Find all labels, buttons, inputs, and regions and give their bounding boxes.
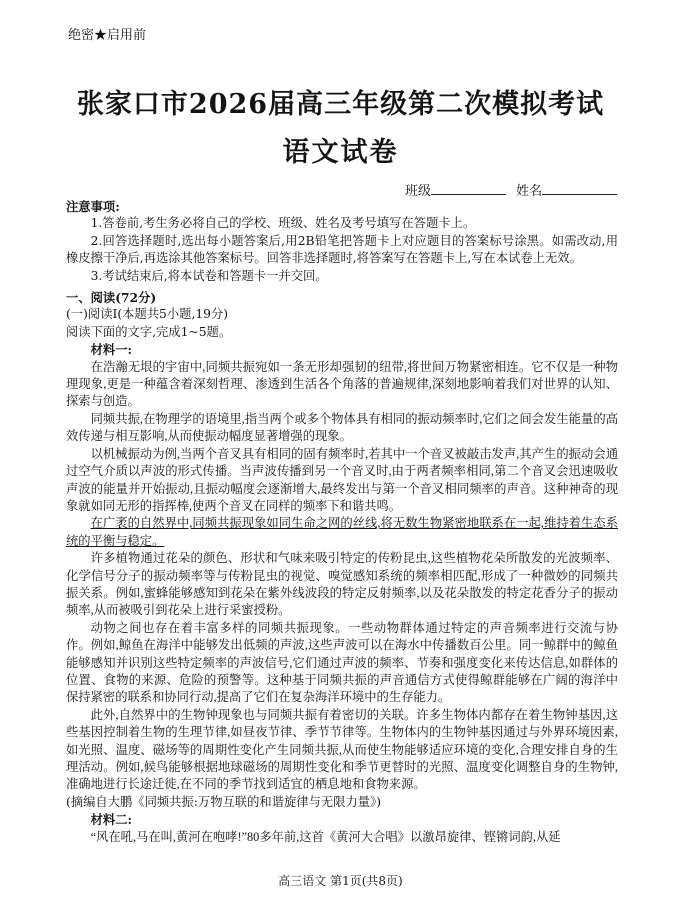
class-label: 班级 <box>405 184 432 199</box>
notice-item-1: 1.答卷前,考生务必将自己的学校、班级、姓名及考号填写在答题卡上。 <box>90 216 476 231</box>
exam-body <box>66 198 618 846</box>
name-blank[interactable] <box>542 183 617 195</box>
exam-subtitle: 语文试卷 <box>282 137 399 168</box>
material1-label: 材料一: <box>90 342 133 358</box>
name-bar <box>405 180 623 199</box>
section-instruction: 阅读下面的文字,完成1~5题。 <box>66 324 232 339</box>
paragraph-3: 以机械振动为例,当两个音叉具有相同的固有频率时,若其中一个音叉被敲击发声,其产生的振动会通过空气介质以声波的形式传播。当声波传播到另一个音叉时,由于两者频率相同,第二个音叉会迅速吸收声波的能量并开始振动,且振动幅度会逐渐增大,最终发出与第一个音叉相同频率的声音。这种神奇的现象就如同无形的指挥棒,使两个音叉在同样的频率下和谐共鸣。 <box>66 446 618 513</box>
paragraph-4: 许多植物通过花朵的颜色、形状和气味来吸引特定的传粉昆虫,这些植物花朵所散发的光波频率、化学信号分子的振动频率等与传粉昆虫的视觉、嗅觉感知系统的频率相匹配,形成了一种微妙的同频共振关系。例如,蜜蜂能够感知到花朵在紫外线波段的特定反射频率,以及花朵散发的特定花香分子的振动频率,从而被吸引到花朵上进行采蜜授粉。 <box>66 551 618 618</box>
underlined-paragraph: 在广袤的自然界中,同频共振现象如同生命之网的丝线,将无数生物紧密地联系在一起,维持着生态系统的平衡与稳定。 <box>66 516 618 548</box>
notice-item-2: 2.回答选择题时,选出每小题答案后,用2B铅笔把答题卡上对应题目的答案标号涂黑。如需改动,用橡皮擦干净后,再选涂其他答案标号。回答非选择题时,将答案写在答题卡上,写在本试卷上无效。 <box>66 233 618 266</box>
paragraph-2: 同频共振,在物理学的语境里,指当两个或多个物体具有相同的振动频率时,它们之间会发生能量的高效传递与相互影响,从而使振动幅度显著增强的现象。 <box>66 411 618 444</box>
section-subheading: (一)阅读Ⅰ(本题共5小题,19分) <box>66 307 229 322</box>
paragraph-5: 动物之间也存在着丰富多样的同频共振现象。一些动物群体通过特定的声音频率进行交流与协作。例如,鲸鱼在海洋中能够发出低频的声波,这些声波可以在海水中传播数百公里。同一鲸群中的鲸鱼能够感知并识别这些特定频率的声波信号,它们通过声波的频率、节奏和强度变化来传达信息,如群体的位置、食物的来源、危险的预警等。这种基于同频共振的声音通信方式使得鲸群能够在广阔的海洋中保持紧密的联系和协同行动,提高了它们在复杂海洋环境中的生存能力。 <box>66 620 618 705</box>
secret-label: 绝密★启用前 <box>68 28 147 43</box>
paragraph-6: 此外,自然界中的生物钟现象也与同频共振有着密切的关联。许多生物体内都存在着生物钟基因,这些基因控制着生物的生理节律,如昼夜节律、季节节律等。生物体内的生物钟基因通过与外界环境因素,如光照、温度、磁场等的周期性变化产生同频共振,从而使生物能够适应环境的变化,合理安排自身的生理活动。例如,候鸟能够根据地球磁场的周期性变化和季节更替时的光照、温度变化调整自身的生物钟,准确地进行长途迁徙,在不同的季节找到适宜的栖息地和食物来源。 <box>66 707 618 792</box>
section-heading: 一、阅读(72分) <box>66 290 157 306</box>
exam-title: 张家口市2026届高三年级第二次模拟考试 <box>76 89 605 120</box>
class-blank[interactable] <box>431 183 506 195</box>
paragraph-1: 在浩瀚无垠的宇宙中,同频共振宛如一条无形却强韧的纽带,将世间万物紧密相连。它不仅是一种物理现象,更是一种蕴含着深刻哲理、渗透到生活各个角落的普遍规律,深刻地影响着我们对世界的认知、探索与创造。 <box>66 359 618 409</box>
name-label: 姓名 <box>516 184 543 199</box>
page-footer: 高三语文 第1页(共8页) <box>278 874 403 888</box>
material2-label: 材料二: <box>90 812 133 828</box>
notice-item-3: 3.考试结束后,将本试卷和答题卡一并交回。 <box>90 268 328 283</box>
notice-heading: 注意事项: <box>66 199 120 214</box>
source-citation: (摘编自大鹏《同频共振:万物互联的和谐旋律与无限力量》) <box>66 794 382 809</box>
material2-paragraph: “风在吼,马在叫,黄河在咆哮!”80多年前,这首《黄河大合唱》以激昂旋律、铿锵词韵,从延 <box>90 829 561 844</box>
